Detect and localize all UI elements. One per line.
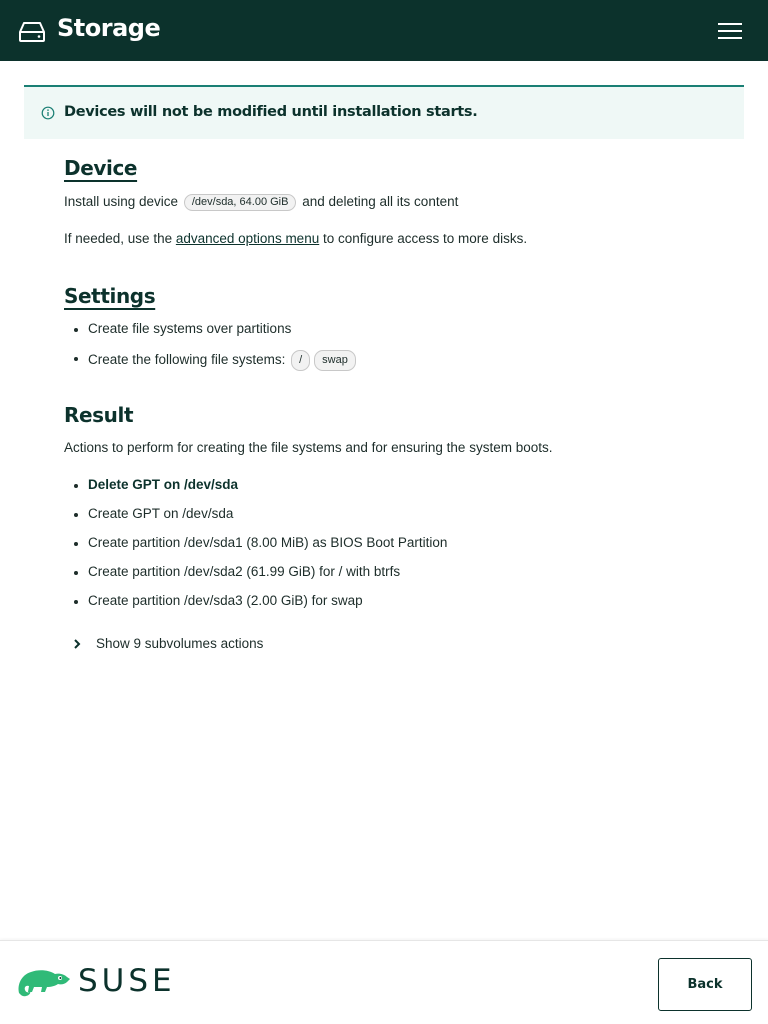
action-item: Create partition /dev/sda2 (61.99 GiB) for / with btrfs xyxy=(74,564,447,593)
settings-list xyxy=(74,321,358,379)
hamburger-menu-icon xyxy=(718,23,742,25)
action-item-delete-gpt: Delete GPT on /dev/sda xyxy=(74,477,447,506)
device-heading-link[interactable]: Device xyxy=(64,156,138,180)
filesystem-chip-root: / xyxy=(291,350,310,371)
action-item: Create partition /dev/sda1 (8.00 MiB) as BIOS Boot Partition xyxy=(74,535,447,564)
advanced-options-link[interactable]: advanced options menu xyxy=(175,231,320,246)
device-summary: Install using device /dev/sda, 64.00 GiB and deleting all its content xyxy=(64,194,459,209)
info-alert xyxy=(24,85,744,139)
back-button[interactable]: Back xyxy=(658,958,752,1011)
page-title: Storage xyxy=(57,14,161,42)
top-bar xyxy=(0,0,768,61)
suse-chameleon-logo xyxy=(15,965,71,999)
hard-drive-icon xyxy=(18,20,46,44)
info-icon xyxy=(41,106,55,120)
settings-heading-link[interactable]: Settings xyxy=(64,284,156,308)
actions-list xyxy=(74,477,447,622)
alert-message: Devices will not be modified until installation starts. xyxy=(64,104,478,120)
list-item: Create the following file systems: / swap xyxy=(74,350,358,379)
result-heading: Result xyxy=(64,403,134,427)
action-item: Create GPT on /dev/sda xyxy=(74,506,447,535)
hamburger-menu-button[interactable] xyxy=(712,18,748,44)
device-chip: /dev/sda, 64.00 GiB xyxy=(184,194,297,211)
result-description: Actions to perform for creating the file systems and for ensuring the system boots. xyxy=(64,440,553,455)
action-item: Create partition /dev/sda3 (2.00 GiB) for swap xyxy=(74,593,447,622)
expander-label: Show 9 subvolumes actions xyxy=(96,636,264,651)
advanced-options-hint: If needed, use the advanced options menu to configure access to more disks. xyxy=(64,231,528,246)
list-item: Create file systems over partitions xyxy=(74,321,358,350)
suse-wordmark: SUSE xyxy=(78,963,176,999)
footer-bar xyxy=(0,940,768,1024)
chevron-right-icon xyxy=(72,638,82,650)
filesystem-chip-swap: swap xyxy=(314,350,356,371)
